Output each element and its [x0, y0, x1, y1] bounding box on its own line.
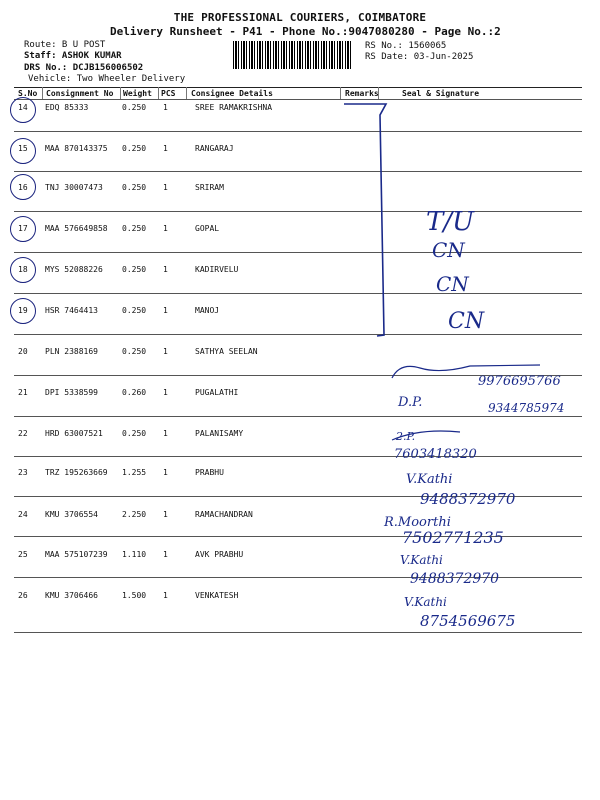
cell-sno: 22	[18, 429, 28, 438]
cell-pcs: 1	[163, 224, 168, 233]
cell-consignment: PLN 2388169	[45, 347, 98, 356]
cell-weight: 0.250	[122, 306, 147, 315]
col-remarks: Remarks	[345, 89, 379, 98]
handwriting-phone: 9344785974	[488, 401, 565, 415]
cell-consignment: TRZ 195263669	[45, 468, 108, 477]
runsheet-subtitle: Delivery Runsheet - P41 - Phone No.:9047080280 - Page No.:2	[110, 25, 501, 38]
route-label: Route: B U POST	[24, 40, 106, 50]
rs-number: RS No.: 1560065	[365, 41, 447, 51]
cell-sno: 15	[18, 144, 28, 153]
col-sno: S.No	[18, 89, 38, 98]
handwriting-cn: CN	[448, 309, 485, 334]
handwriting-signature: R.Moorthi	[384, 515, 451, 530]
cell-consignee: GOPAL	[195, 224, 220, 233]
cell-consignee: VENKATESH	[195, 591, 239, 600]
cell-weight: 0.250	[122, 144, 147, 153]
vehicle-label: Vehicle: Two Wheeler Delivery	[28, 74, 186, 84]
cell-pcs: 1	[163, 347, 168, 356]
col-pcs: PCS	[161, 89, 176, 98]
cell-consignee: SRIRAM	[195, 183, 224, 192]
cell-weight: 0.260	[122, 388, 147, 397]
cell-weight: 0.250	[122, 265, 147, 274]
cell-pcs: 1	[163, 144, 168, 153]
cell-consignee: RANGARAJ	[195, 144, 234, 153]
cell-sno: 20	[18, 347, 28, 356]
cell-pcs: 1	[163, 103, 168, 112]
col-weight: Weight	[123, 89, 152, 98]
cell-pcs: 1	[163, 550, 168, 559]
handwriting-phone: 9976695766	[478, 374, 561, 389]
cell-consignment: HRD 63007521	[45, 429, 103, 438]
cell-consignment: MAA 575107239	[45, 550, 108, 559]
staff-label: Staff: ASHOK KUMAR	[24, 51, 122, 61]
cell-weight: 0.250	[122, 347, 147, 356]
cell-consignment: KMU 3706466	[45, 591, 98, 600]
cell-consignee: PRABHU	[195, 468, 224, 477]
cell-consignee: RAMACHANDRAN	[195, 510, 253, 519]
cell-pcs: 1	[163, 183, 168, 192]
cell-sno: 18	[18, 265, 28, 274]
cell-sno: 16	[18, 183, 28, 192]
cell-weight: 1.500	[122, 591, 147, 600]
cell-sno: 17	[18, 224, 28, 233]
cell-consignment: HSR 7464413	[45, 306, 98, 315]
cell-consignment: DPI 5338599	[45, 388, 98, 397]
cell-consignee: AVK PRABHU	[195, 550, 244, 559]
drs-number: DRS No.: DCJB156006502	[24, 63, 144, 73]
cell-pcs: 1	[163, 265, 168, 274]
handwriting-phone: 9488372970	[410, 571, 500, 587]
handwriting-signature: V.Kathi	[400, 553, 443, 567]
company-title: THE PROFESSIONAL COURIERS, COIMBATORE	[173, 11, 427, 24]
cell-pcs: 1	[163, 306, 168, 315]
cell-consignment: KMU 3706554	[45, 510, 98, 519]
col-consignment: Consignment No	[46, 89, 114, 98]
handwriting-cn: CN	[436, 272, 469, 296]
cell-consignment: MAA 576649858	[45, 224, 108, 233]
handwriting-phone: 7502771235	[402, 528, 504, 547]
handwriting-signature: 2.P.	[396, 430, 416, 443]
col-consignee: Consignee Details	[191, 89, 273, 98]
cell-sno: 26	[18, 591, 28, 600]
handwriting-signature: V.Kathi	[406, 472, 453, 487]
cell-consignee: PALANISAMY	[195, 429, 244, 438]
cell-consignee: MANOJ	[195, 306, 220, 315]
cell-consignment: MAA 870143375	[45, 144, 108, 153]
cell-consignment: EDQ 85333	[45, 103, 89, 112]
cell-pcs: 1	[163, 388, 168, 397]
cell-sno: 24	[18, 510, 28, 519]
cell-consignee: SATHYA SEELAN	[195, 347, 258, 356]
cell-consignment: TNJ 30007473	[45, 183, 103, 192]
cell-pcs: 1	[163, 591, 168, 600]
handwriting-signature: D.P.	[398, 395, 423, 410]
cell-weight: 1.255	[122, 468, 147, 477]
cell-weight: 0.250	[122, 429, 147, 438]
handwriting-phone: 8754569675	[420, 612, 516, 630]
cell-sno: 23	[18, 468, 28, 477]
cell-sno: 21	[18, 388, 28, 397]
cell-weight: 0.250	[122, 103, 147, 112]
col-seal-signature: Seal & Signature	[402, 89, 480, 98]
handwriting-phone: 7603418320	[394, 447, 477, 462]
cell-consignment: MYS 52088226	[45, 265, 103, 274]
cell-pcs: 1	[163, 429, 168, 438]
cell-sno: 25	[18, 550, 28, 559]
cell-pcs: 1	[163, 468, 168, 477]
cell-consignee: KADIRVELU	[195, 265, 239, 274]
cell-consignee: PUGALATHI	[195, 388, 239, 397]
cell-sno: 14	[18, 103, 28, 112]
cell-weight: 1.110	[122, 550, 147, 559]
rs-date: RS Date: 03-Jun-2025	[365, 52, 474, 62]
handwriting-phone: 9488372970	[420, 490, 516, 508]
handwriting-signature: V.Kathi	[404, 595, 447, 609]
cell-weight: 0.250	[122, 183, 147, 192]
handwriting-tu: T/U	[426, 207, 475, 237]
cell-weight: 2.250	[122, 510, 147, 519]
cell-pcs: 1	[163, 510, 168, 519]
cell-weight: 0.250	[122, 224, 147, 233]
handwriting-cn: CN	[432, 238, 465, 262]
cell-consignee: SREE RAMAKRISHNA	[195, 103, 273, 112]
cell-sno: 19	[18, 306, 28, 315]
